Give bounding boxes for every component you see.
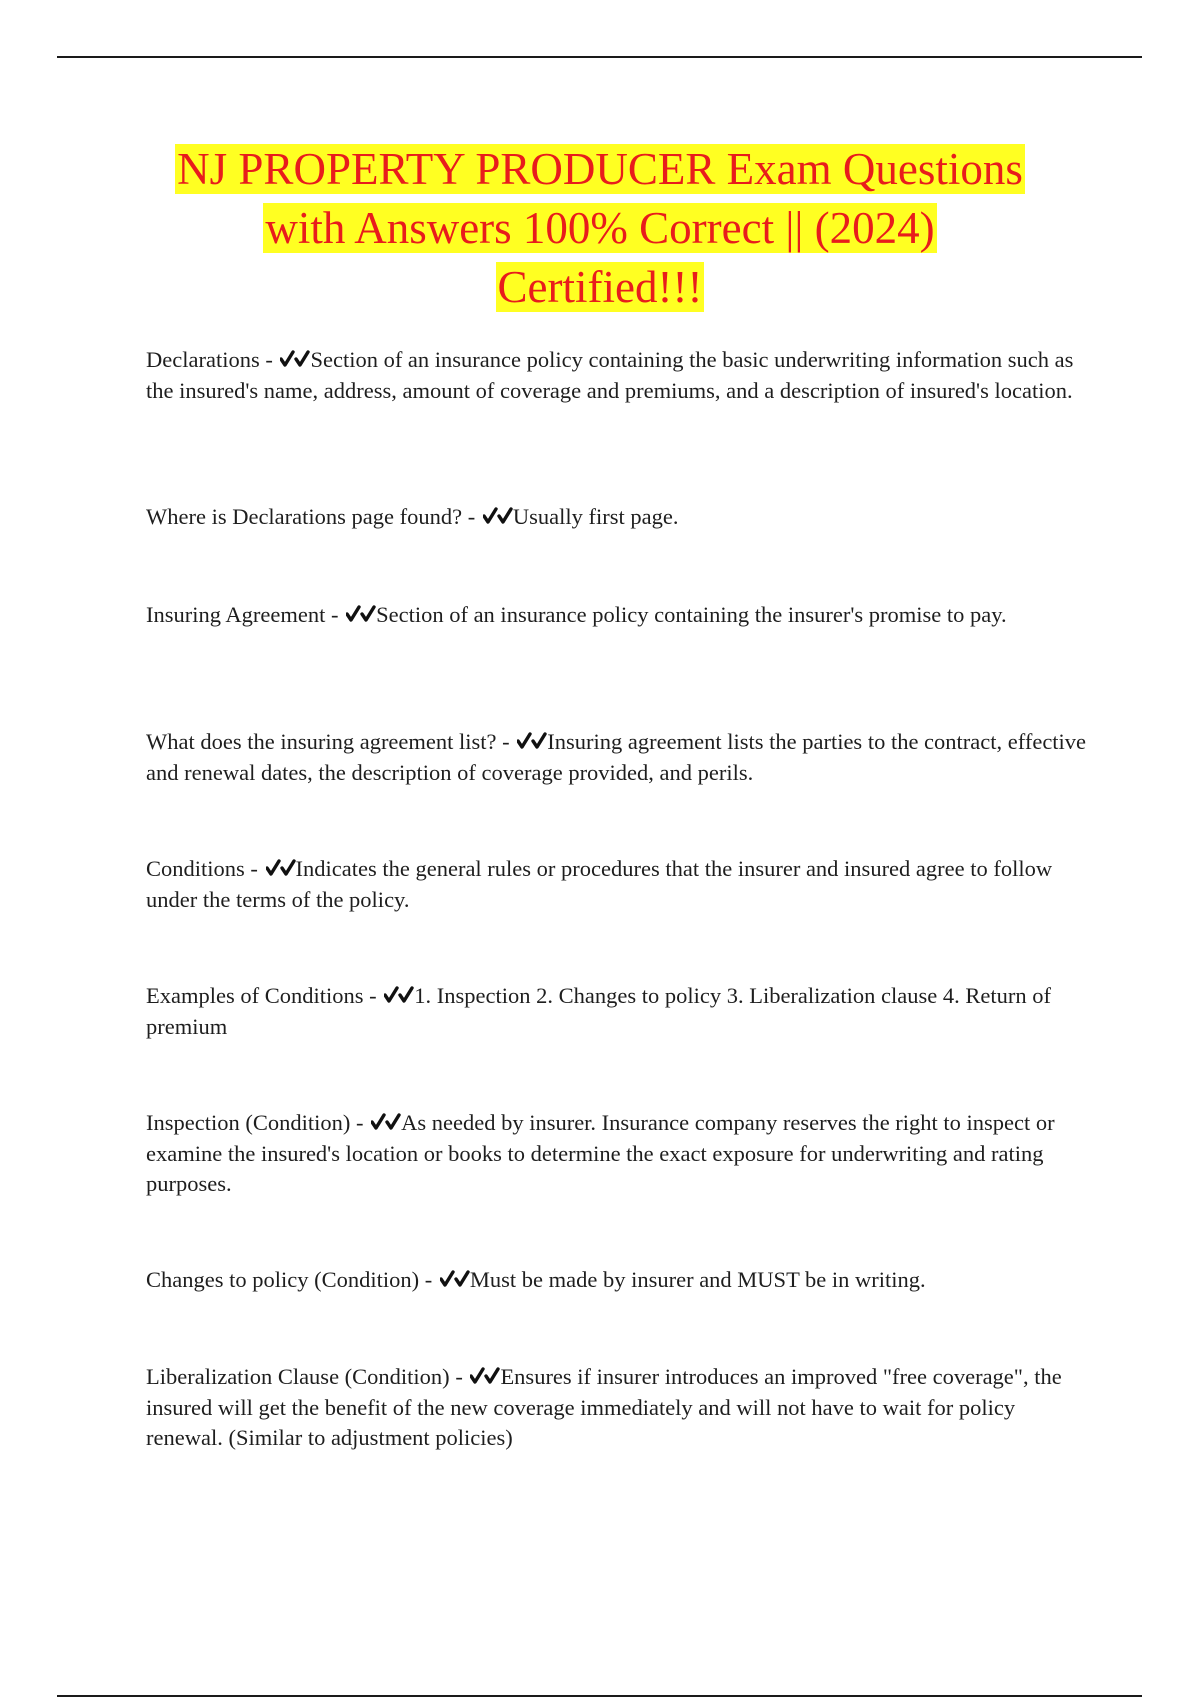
qa-separator: -	[250, 856, 258, 881]
qa-separator: -	[369, 983, 377, 1008]
double-check-icon	[266, 858, 296, 878]
qa-term: Conditions	[146, 856, 245, 881]
title-line-2: with Answers 100% Correct || (2024)	[265, 203, 935, 253]
double-check-icon	[346, 604, 376, 624]
qa-item	[146, 1362, 1096, 1454]
qa-separator: -	[424, 1267, 433, 1292]
qa-answer: Section of an insurance policy containing the insurer's promise to pay.	[376, 602, 1007, 627]
qa-separator: -	[265, 347, 273, 372]
qa-term: Inspection (Condition)	[146, 1110, 351, 1135]
qa-term: Changes to policy (Condition)	[146, 1267, 420, 1292]
qa-answer: Insuring agreement lists the parties to the contract, effective and renewal dates, the description of coverage provided, and perils.	[146, 729, 1087, 785]
qa-term: Liberalization Clause (Condition)	[146, 1364, 450, 1389]
qa-answer: As needed by insurer. Insurance company reserves the right to inspect or examine the insured's location or books to determine the exact exposure for underwriting and rating purposes.	[146, 1110, 1055, 1196]
qa-item	[146, 345, 1096, 406]
header-rule	[57, 56, 1142, 58]
double-check-icon	[384, 985, 414, 1005]
qa-item	[146, 1108, 1096, 1200]
qa-item	[146, 981, 1096, 1042]
footer-rule	[57, 1695, 1142, 1697]
double-check-icon	[517, 731, 547, 751]
qa-term: Declarations	[146, 347, 260, 372]
qa-separator: -	[455, 1364, 463, 1389]
qa-term: What does the insuring agreement list?	[146, 729, 497, 754]
title-line-3: Certified!!!	[497, 262, 703, 312]
title-line-1: NJ PROPERTY PRODUCER Exam Questions	[177, 144, 1023, 194]
qa-answer: Section of an insurance policy containing the basic underwriting information such as the insured's name, address, amount of coverage and premiums, and a description of insured's location.	[146, 347, 1074, 403]
qa-separator: -	[330, 602, 339, 627]
qa-answer: Usually first page.	[512, 504, 679, 529]
qa-item	[146, 727, 1096, 788]
qa-answer: Ensures if insurer introduces an improved "free coverage", the insured will get the benefit of the new coverage immediately and will not have to wait for policy renewal. (Similar to adjustment policies)	[146, 1364, 1062, 1450]
qa-item	[146, 1265, 1096, 1296]
qa-separator: -	[355, 1110, 364, 1135]
qa-item	[146, 600, 1096, 631]
qa-answer: Indicates the general rules or procedures that the insurer and insured agree to follow under the terms of the policy.	[146, 856, 1053, 912]
document-title	[100, 140, 1100, 317]
qa-term: Examples of Conditions	[146, 983, 364, 1008]
qa-item	[146, 854, 1096, 915]
qa-separator: -	[502, 729, 510, 754]
qa-separator: -	[467, 504, 476, 529]
qa-answer: 1. Inspection 2. Changes to policy 3. Liberalization clause 4. Return of premium	[146, 983, 1051, 1039]
qa-item	[146, 502, 1096, 533]
qa-term: Where is Declarations page found?	[146, 504, 463, 529]
qa-answer: Must be made by insurer and MUST be in writing.	[469, 1267, 926, 1292]
double-check-icon	[470, 1366, 500, 1386]
double-check-icon	[440, 1269, 470, 1289]
double-check-icon	[371, 1112, 401, 1132]
qa-term: Insuring Agreement	[146, 602, 326, 627]
double-check-icon	[483, 506, 513, 526]
double-check-icon	[280, 349, 310, 369]
